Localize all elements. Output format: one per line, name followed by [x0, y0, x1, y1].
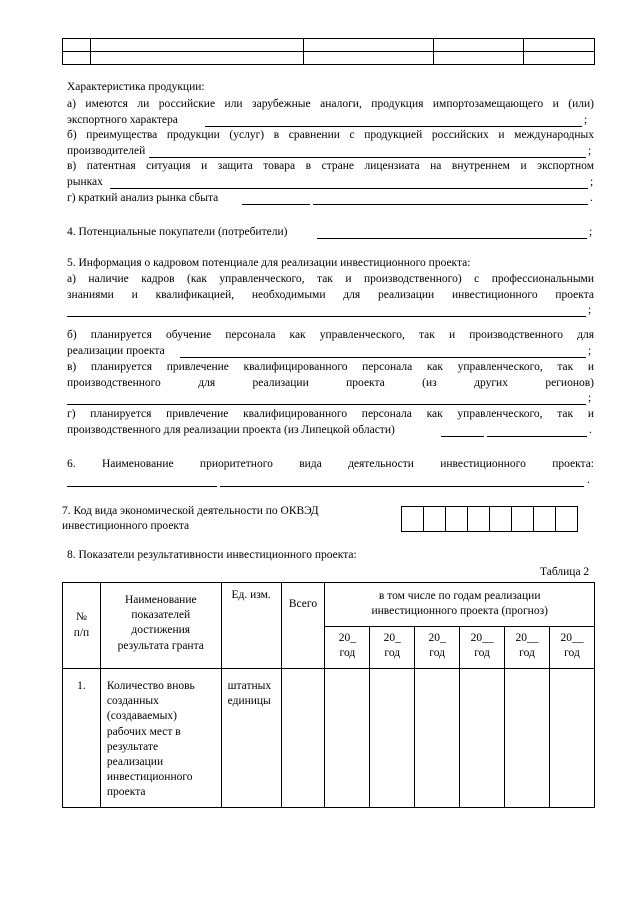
okved-digit-box[interactable] — [534, 507, 556, 532]
okved-digit-box[interactable] — [556, 507, 578, 532]
staff-a-line2: знаниями и квалификацией, необходимыми для реализации инвестиционного проекта — [67, 289, 594, 301]
okved-digit-box[interactable] — [468, 507, 490, 532]
blank-field[interactable] — [242, 204, 310, 205]
period: . — [589, 424, 592, 436]
period: . — [587, 474, 590, 486]
blank-field[interactable] — [220, 486, 584, 487]
priority-activity-label: 6. Наименование приоритетного вида деятельности инвестиционного проекта: — [67, 458, 594, 470]
table-row — [63, 669, 595, 808]
header-unit: Ед. изм. — [221, 583, 281, 669]
product-v-line2: рынках — [67, 176, 103, 188]
performance-table — [62, 582, 595, 808]
staff-v-line1: в) планируется привлечение квалифицированного персонала как управленческого, так и — [67, 361, 594, 373]
okved-code-boxes — [401, 506, 578, 532]
blank-field[interactable] — [441, 436, 484, 437]
blank-field[interactable] — [67, 486, 217, 487]
staff-b-line2: реализации проекта — [67, 345, 165, 357]
product-v-line1: в) патентная ситуация и защита товара в стране лицензиата на внутреннем и экспортном — [67, 160, 594, 172]
semicolon: ; — [588, 345, 592, 357]
header-num: № п/п — [63, 583, 101, 669]
header-year: 20_ год — [370, 627, 415, 669]
semicolon: ; — [590, 176, 594, 188]
previous-table-fragment — [62, 38, 595, 65]
staff-g-line2: производственного для реализации проекта (из Липецкой области) — [67, 424, 395, 436]
header-year: 20__ год — [505, 627, 550, 669]
okved-digit-box[interactable] — [512, 507, 534, 532]
table-cell — [524, 39, 595, 52]
performance-indicators-heading: 8. Показатели результативности инвестиционного проекта: — [67, 549, 357, 561]
table-cell — [524, 52, 595, 65]
row-indicator-name: Количество вновь созданных (создаваемых) рабочих мест в результате реализации инвестиционного проекта — [100, 669, 221, 808]
row-num: 1. — [63, 669, 101, 808]
table-cell — [63, 52, 91, 65]
row-year-cell[interactable] — [460, 669, 505, 808]
table-cell — [434, 39, 524, 52]
okved-digit-box[interactable] — [446, 507, 468, 532]
period: . — [590, 192, 593, 204]
okved-label-line1: 7. Код вида экономической деятельности по ОКВЭД — [62, 505, 319, 517]
semicolon: ; — [588, 304, 592, 316]
semicolon: ; — [588, 145, 592, 157]
table-label: Таблица 2 — [540, 566, 590, 578]
table-cell — [90, 52, 303, 65]
semicolon: ; — [589, 226, 593, 238]
staff-g-line1: г) планируется привлечение квалифицированного персонала как управленческого, так и — [67, 408, 594, 420]
okved-digit-box[interactable] — [424, 507, 446, 532]
product-b-line2: производителей — [67, 145, 146, 157]
okved-digit-box[interactable] — [490, 507, 512, 532]
blank-field[interactable] — [149, 157, 586, 158]
header-year: 20__ год — [549, 627, 594, 669]
product-g-line1: г) краткий анализ рынка сбыта — [67, 192, 219, 204]
header-name: Наименование показателей достижения результата гранта — [100, 583, 221, 669]
header-year: 20_ год — [415, 627, 460, 669]
semicolon: ; — [584, 114, 588, 126]
okved-label-line2: инвестиционного проекта — [62, 520, 190, 532]
header-total: Всего — [281, 583, 325, 669]
table-cell — [63, 39, 91, 52]
blank-field[interactable] — [180, 357, 586, 358]
product-b-line1: б) преимущества продукции (услуг) в сравнении с продукцией российских и международных — [67, 129, 594, 141]
product-a-line2: экспортного характера — [67, 114, 178, 126]
potential-buyers-label: 4. Потенциальные покупатели (потребители) — [67, 226, 288, 238]
row-year-cell[interactable] — [415, 669, 460, 808]
header-year: 20__ год — [460, 627, 505, 669]
blank-field[interactable] — [313, 204, 588, 205]
blank-field[interactable] — [487, 436, 587, 437]
table-cell — [434, 52, 524, 65]
blank-field[interactable] — [67, 404, 586, 405]
row-year-cell[interactable] — [325, 669, 370, 808]
row-year-cell[interactable] — [505, 669, 550, 808]
staff-info-heading: 5. Информация о кадровом потенциале для реализации инвестиционного проекта: — [67, 257, 471, 269]
staff-v-line2: производственного для реализации проекта (из других регионов) — [67, 377, 594, 389]
blank-field[interactable] — [67, 316, 586, 317]
table-cell — [303, 39, 434, 52]
row-unit: штатных единицы — [221, 669, 281, 808]
okved-digit-box[interactable] — [402, 507, 424, 532]
staff-a-line1: а) наличие кадров (как управленческого, так и производственного) с профессиональными — [67, 273, 594, 285]
blank-field[interactable] — [317, 238, 587, 239]
staff-b-line1: б) планируется обучение персонала как управленческого, так и производственного для — [67, 329, 594, 341]
table-cell — [303, 52, 434, 65]
row-year-cell[interactable] — [370, 669, 415, 808]
row-total-cell[interactable] — [281, 669, 325, 808]
header-year: 20_ год — [325, 627, 370, 669]
blank-field[interactable] — [110, 188, 588, 189]
table-cell — [90, 39, 303, 52]
semicolon: ; — [588, 392, 592, 404]
product-char-heading: Характеристика продукции: — [67, 81, 205, 93]
blank-field[interactable] — [205, 126, 582, 127]
product-a-line1: а) имеются ли российские или зарубежные аналоги, продукция импортозамещающего и (или) — [67, 98, 594, 110]
header-years-group: в том числе по годам реализации инвестиционного проекта (прогноз) — [325, 583, 595, 627]
row-year-cell[interactable] — [549, 669, 594, 808]
